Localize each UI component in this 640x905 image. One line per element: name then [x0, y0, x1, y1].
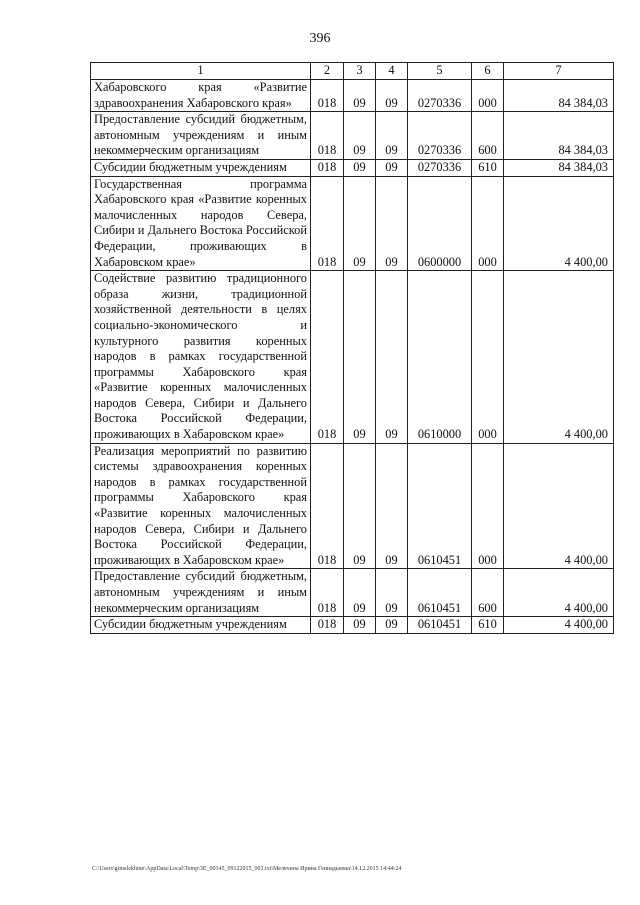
- subsection-code: 09: [376, 443, 408, 569]
- ministry-code: 018: [311, 569, 344, 617]
- section-code: 09: [344, 569, 376, 617]
- column-header: 7: [504, 63, 614, 80]
- row-description: Государственная программа Хабаровского края «Развитие коренных малочисленных народов Севера, Сибири и Дальнего Востока Российской Федерации, проживающих в Хабаровском крае»: [91, 176, 311, 271]
- table-row: [91, 443, 614, 569]
- target-article-code: 0610000: [408, 271, 472, 444]
- page-number: 396: [309, 31, 331, 46]
- section-code: 09: [344, 617, 376, 634]
- budget-table: [90, 62, 614, 634]
- subsection-code: 09: [376, 176, 408, 271]
- table-row: [91, 80, 614, 112]
- section-code: 09: [344, 176, 376, 271]
- table-header-row: [91, 63, 614, 80]
- expense-type-code: 610: [472, 617, 504, 634]
- amount: 84 384,03: [504, 159, 614, 176]
- target-article-code: 0270336: [408, 159, 472, 176]
- target-article-code: 0600000: [408, 176, 472, 271]
- table-row: [91, 112, 614, 160]
- target-article-code: 0610451: [408, 617, 472, 634]
- section-code: 09: [344, 443, 376, 569]
- row-description: Хабаровского края «Развитие здравоохранения Хабаровского края»: [91, 80, 311, 112]
- expense-type-code: 600: [472, 569, 504, 617]
- subsection-code: 09: [376, 112, 408, 160]
- table-row: [91, 617, 614, 634]
- row-description: Содействие развитию традиционного образа жизни, традиционной хозяйственной деятельности в целях социально-экономического и культурного развития коренных народов в рамках государственной программы Хабаровского края «Развитие коренных малочисленных народов Севера, Сибири и Дальнего Востока Российской Федерации, проживающих в Хабаровском крае»: [91, 271, 311, 444]
- target-article-code: 0610451: [408, 569, 472, 617]
- section-code: 09: [344, 159, 376, 176]
- subsection-code: 09: [376, 271, 408, 444]
- expense-type-code: 000: [472, 176, 504, 271]
- table-row: [91, 159, 614, 176]
- section-code: 09: [344, 112, 376, 160]
- expense-type-code: 000: [472, 80, 504, 112]
- column-header: 3: [344, 63, 376, 80]
- expense-type-code: 610: [472, 159, 504, 176]
- target-article-code: 0270336: [408, 112, 472, 160]
- ministry-code: 018: [311, 159, 344, 176]
- row-description: Предоставление субсидий бюджетным, автономным учреждениям и иным некоммерческим организациям: [91, 112, 311, 160]
- ministry-code: 018: [311, 176, 344, 271]
- column-header: 2: [311, 63, 344, 80]
- row-description: Предоставление субсидий бюджетным, автономным учреждениям и иным некоммерческим организациям: [91, 569, 311, 617]
- amount: 4 400,00: [504, 617, 614, 634]
- ministry-code: 018: [311, 80, 344, 112]
- expense-type-code: 000: [472, 271, 504, 444]
- amount: 84 384,03: [504, 112, 614, 160]
- expense-type-code: 600: [472, 112, 504, 160]
- ministry-code: 018: [311, 271, 344, 444]
- file-path-footer: C:\Users\gimelekhine\AppData\Local\Temp\3E_00145_09122015_003.txt\Мелехина Ирина Геннадьевна\14.12.2015 14:44:24: [92, 866, 402, 872]
- column-header: 4: [376, 63, 408, 80]
- row-description: Субсидии бюджетным учреждениям: [91, 617, 311, 634]
- section-code: 09: [344, 80, 376, 112]
- ministry-code: 018: [311, 617, 344, 634]
- table-row: [91, 271, 614, 444]
- target-article-code: 0270336: [408, 80, 472, 112]
- column-header: 6: [472, 63, 504, 80]
- subsection-code: 09: [376, 159, 408, 176]
- table-row: [91, 176, 614, 271]
- amount: 4 400,00: [504, 569, 614, 617]
- amount: 4 400,00: [504, 176, 614, 271]
- amount: 4 400,00: [504, 443, 614, 569]
- expense-type-code: 000: [472, 443, 504, 569]
- section-code: 09: [344, 271, 376, 444]
- column-header: 5: [408, 63, 472, 80]
- amount: 84 384,03: [504, 80, 614, 112]
- row-description: Реализация мероприятий по развитию системы здравоохранения коренных народов в рамках государственной программы Хабаровского края «Развитие коренных малочисленных народов Севера, Сибири и Дальнего Востока Российской Федерации, проживающих в Хабаровском крае»: [91, 443, 311, 569]
- ministry-code: 018: [311, 443, 344, 569]
- ministry-code: 018: [311, 112, 344, 160]
- subsection-code: 09: [376, 80, 408, 112]
- target-article-code: 0610451: [408, 443, 472, 569]
- table-row: [91, 569, 614, 617]
- amount: 4 400,00: [504, 271, 614, 444]
- row-description: Субсидии бюджетным учреждениям: [91, 159, 311, 176]
- subsection-code: 09: [376, 617, 408, 634]
- column-header: 1: [91, 63, 311, 80]
- subsection-code: 09: [376, 569, 408, 617]
